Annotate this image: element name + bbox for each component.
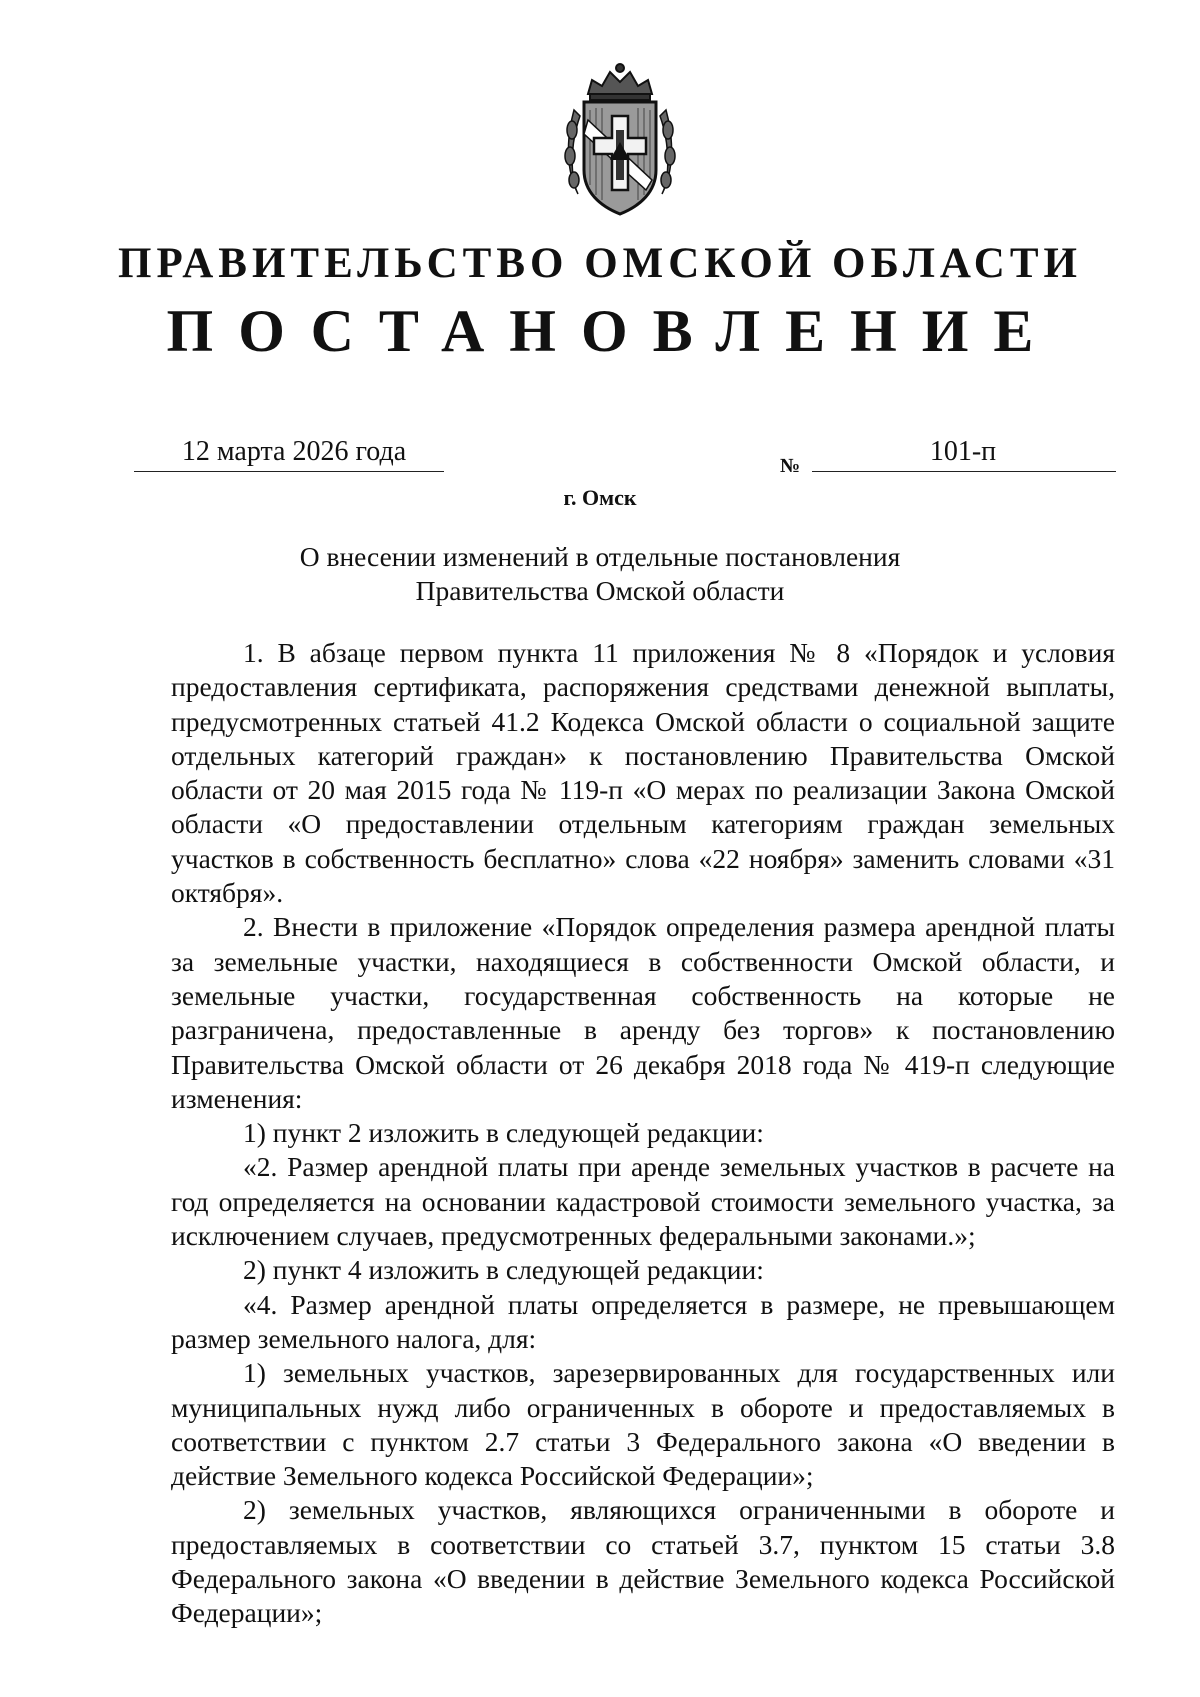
number-underline	[812, 471, 1116, 472]
organization-title: ПРАВИТЕЛЬСТВО ОМСКОЙ ОБЛАСТИ	[118, 240, 1082, 287]
document-body	[171, 636, 1115, 1631]
paragraph: 2. Внести в приложение «Порядок определения размера арендной платы за земельные участки, находящиеся в собственности Омской области, и земельные участки, государственная собственность на которые не разграничена, предоставленные в аренду без торгов» к постановлению Правительства Омской области от 26 декабря 2018 года № 419-п следующие изменения:	[171, 911, 1115, 1114]
paragraph: 1) пункт 2 изложить в следующей редакции:	[243, 1117, 764, 1149]
date-field	[134, 435, 444, 472]
document-subject	[0, 540, 1200, 608]
city-label: г. Омск	[563, 485, 637, 510]
date-underline	[134, 471, 444, 472]
subject-line-2: Правительства Омской области	[415, 575, 785, 606]
document-number: 101-п	[929, 436, 997, 467]
document-type-title: ПОСТАНОВЛЕНИЕ	[166, 298, 1059, 364]
paragraph: 1) земельных участков, зарезервированных для государственных или муниципальных нужд либо ограниченных в обороте и предоставляемых в соответствии с пунктом 2.7 статьи 3 Федерального закона «О введении в действие Земельного кодекса Российской Федерации»;	[171, 1357, 1115, 1492]
number-sign: №	[780, 455, 801, 477]
paragraph: 2) земельных участков, являющихся ограниченными в обороте и предоставляемых в соответствии со статьей 3.7, пунктом 15 статьи 3.8 Федерального закона «О введении в действие Земельного кодекса Российской Федерации»;	[171, 1494, 1115, 1629]
subject-line-1: О внесении изменений в отдельные постановления	[299, 541, 901, 572]
coat-of-arms-icon	[560, 60, 680, 220]
paragraph: «2. Размер арендной платы при аренде земельных участков в расчете на год определяется на основании кадастровой стоимости земельного участка, за исключением случаев, предусмотренных федеральными законами.»;	[171, 1151, 1115, 1252]
document-date: 12 марта 2026 года	[181, 436, 407, 467]
paragraph: 1. В абзаце первом пункта 11 приложения № 8 «Порядок и условия предоставления сертификата, распоряжения средствами денежной выплаты, предусмотренных статьей 41.2 Кодекса Омской области о социальной защите отдельных категорий граждан» к постановлению Правительства Омской области от 20 мая 2015 года № 119-п «О мерах по реализации Закона Омской области «О предоставлении отдельным категориям граждан земельных участков в собственность бесплатно» слова «22 ноября» заменить словами «31 октября».	[171, 637, 1115, 909]
paragraph: 2) пункт 4 изложить в следующей редакции:	[243, 1254, 764, 1286]
paragraph: «4. Размер арендной платы определяется в размере, не превышающем размер земельного налога, для:	[171, 1288, 1115, 1354]
